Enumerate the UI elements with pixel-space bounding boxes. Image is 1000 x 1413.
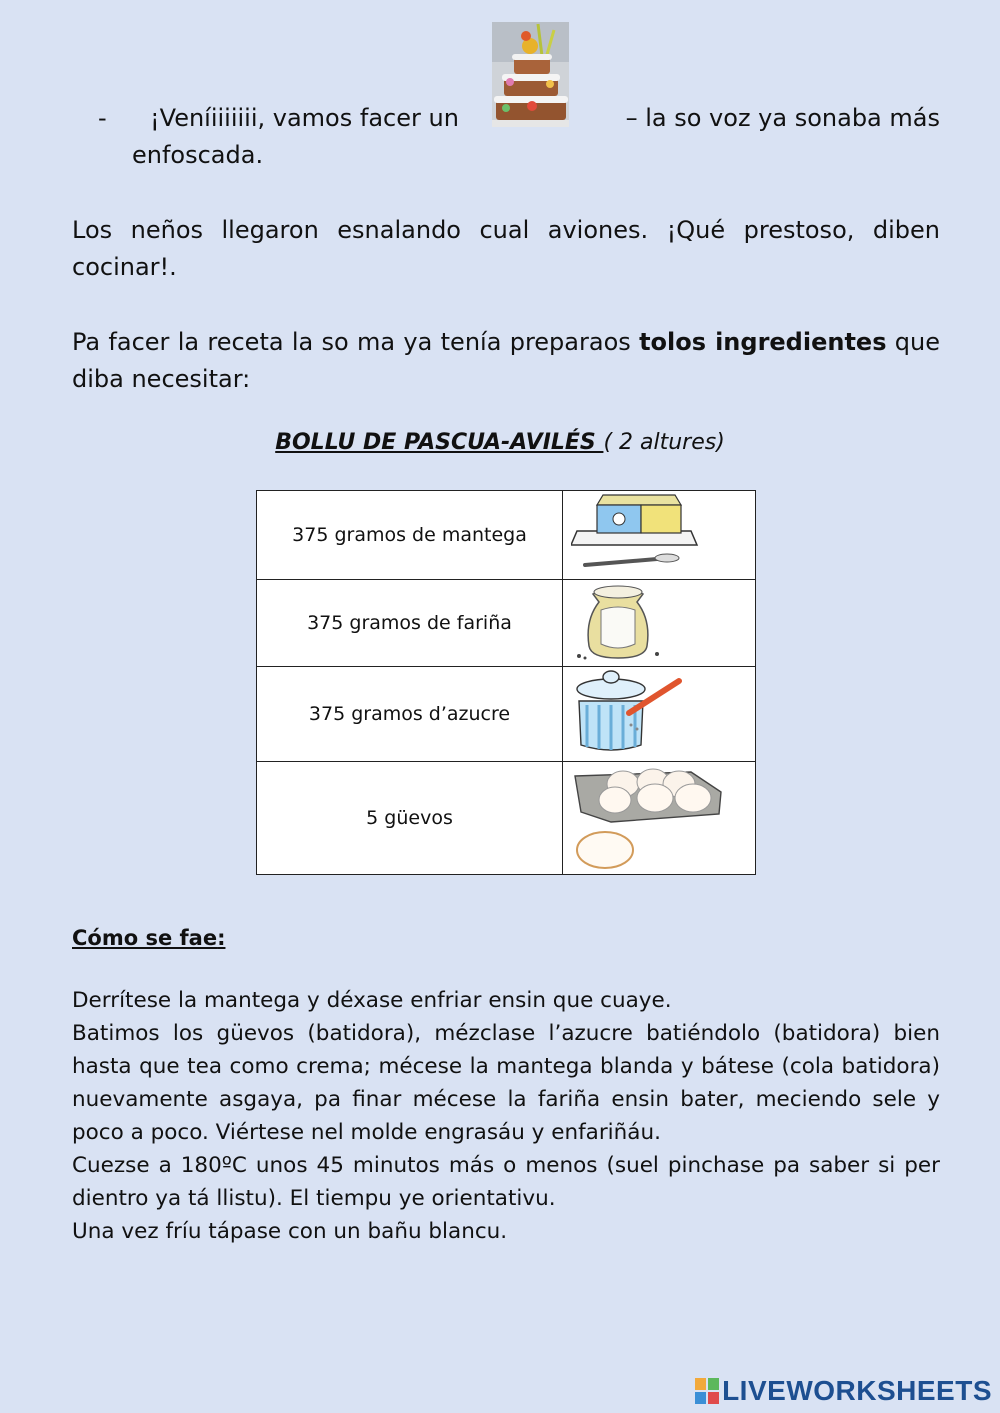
ingredient-picture-cell: [563, 762, 756, 875]
method-step: Batimos los güevos (batidora), mézclase l’azucre batiéndolo (batidora) bien hasta que tea como crema; mécese la mantega blanda y bátese (cola batidora) nuevamente asgaya, pa finar mécese la fariña ensin bater, meciendo sele y poco a poco. Viértese nel molde engrasáu y enfariñáu.: [72, 1021, 940, 1145]
table-row: [257, 762, 756, 875]
table-row: [257, 580, 756, 667]
method-title: [72, 926, 225, 950]
method-title-text: Cómo se fae: [72, 926, 218, 950]
table-row: [257, 667, 756, 762]
ingredient-name: 5 güevos: [257, 762, 563, 875]
method-title-colon: :: [217, 926, 226, 950]
table-row: [257, 491, 756, 580]
eggs-icon: [571, 762, 723, 870]
ingredients-table: [256, 490, 756, 875]
dialog-part3: enfoscada.: [132, 141, 264, 169]
butter-icon: [571, 491, 703, 575]
ingredient-picture-cell: [563, 667, 756, 762]
sugar-bowl-icon: [571, 667, 689, 757]
paragraph-ingredients-intro: [72, 324, 940, 398]
liveworksheets-brand: [695, 1375, 992, 1407]
method-steps: [72, 984, 940, 1248]
ingredient-picture-cell: [563, 491, 756, 580]
easter-cake-image: [492, 22, 569, 127]
paragraph-kids-arrive: Los neños llegaron esnalando cual aviones. ¡Qué prestoso, diben cocinar!.: [72, 216, 940, 281]
method-step: Derrítese la mantega y déxase enfriar ensin que cuaye.: [72, 988, 672, 1013]
recipe-title: [0, 430, 1000, 455]
ingredient-name: 375 gramos de mantega: [257, 491, 563, 580]
dialog-part2: – la so voz ya sonaba más: [625, 104, 940, 132]
ingredient-name: 375 gramos d’azucre: [257, 667, 563, 762]
recipe-name: BOLLU DE PASCUA-AVILÉS: [275, 430, 604, 455]
recipe-subtitle: ( 2 altures): [603, 430, 725, 455]
dialog-part1: ¡Veníiiiiiii, vamos facer un: [150, 104, 459, 132]
method-step: Una vez fríu tápase con un bañu blancu.: [72, 1219, 508, 1244]
p2-text-before: Pa facer la receta la so ma ya tenía preparaos: [72, 328, 640, 356]
dialog-dash: -: [98, 104, 107, 132]
method-step: Cuezse a 180ºC unos 45 minutos más o menos (suel pinchase pa saber si per dientro ya tá llistu). El tiempu ye orientativu.: [72, 1153, 940, 1211]
flour-sack-icon: [571, 580, 665, 662]
p2-text-after: que diba necesitar:: [72, 328, 941, 393]
brand-text: LIVEWORKSHEETS: [722, 1375, 992, 1406]
ingredient-name: 375 gramos de fariña: [257, 580, 563, 667]
liveworksheets-logo-icon: [695, 1378, 719, 1404]
p2-bold-ingredients: tolos ingredientes: [639, 328, 887, 356]
ingredient-picture-cell: [563, 580, 756, 667]
